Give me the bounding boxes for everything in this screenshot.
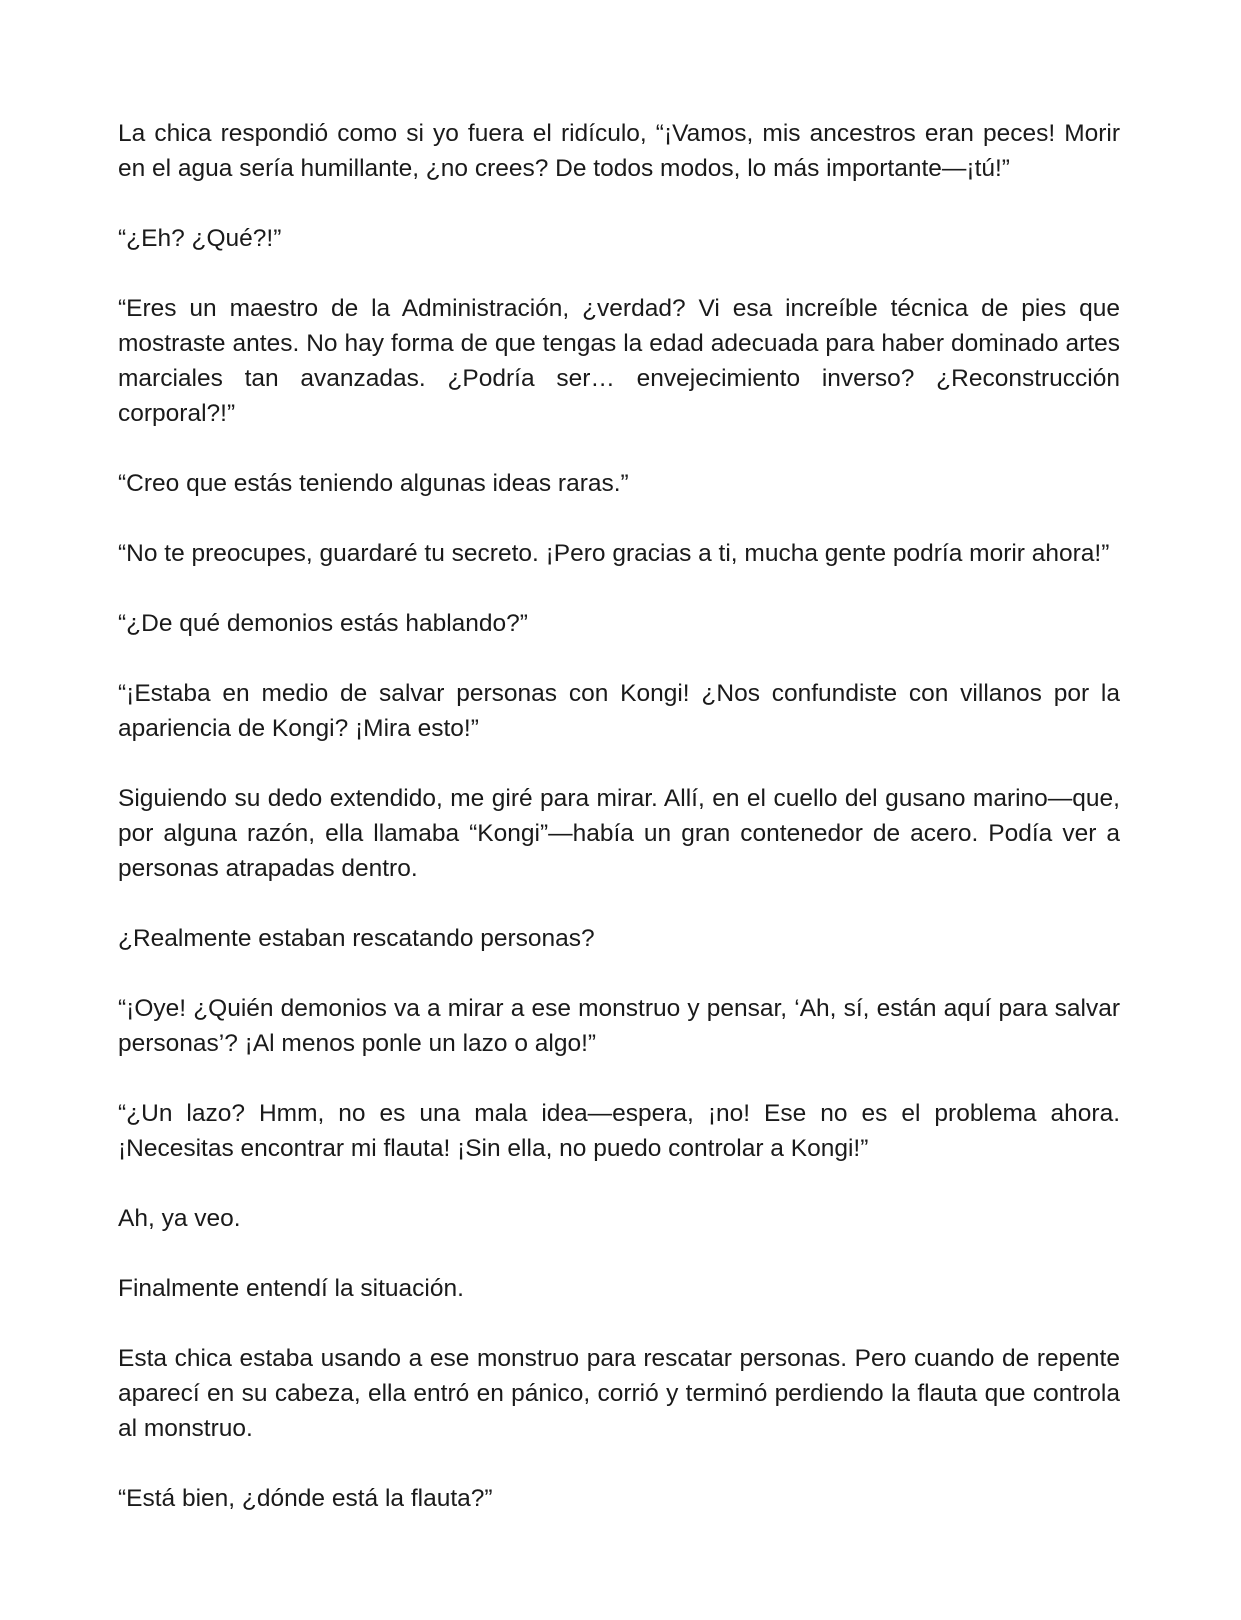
paragraph-4: “Creo que estás teniendo algunas ideas raras.”	[118, 470, 629, 497]
paragraph-9: ¿Realmente estaban rescatando personas?	[118, 925, 595, 952]
paragraph-7: “¡Estaba en medio de salvar personas con Kongi! ¿Nos confundiste con villanos por la apariencia de Kongi? ¡Mira esto!”	[118, 680, 1120, 742]
paragraph-11: “¿Un lazo? Hmm, no es una mala idea—espera, ¡no! Ese no es el problema ahora. ¡Necesitas encontrar mi flauta! ¡Sin ella, no puedo controlar a Kongi!”	[118, 1100, 1120, 1162]
paragraph-6: “¿De qué demonios estás hablando?”	[118, 610, 528, 637]
paragraph-10: “¡Oye! ¿Quién demonios va a mirar a ese monstruo y pensar, ‘Ah, sí, están aquí para salvar personas’? ¡Al menos ponle un lazo o algo!”	[118, 995, 1120, 1057]
paragraph-12: Ah, ya veo.	[118, 1205, 241, 1232]
paragraph-1: La chica respondió como si yo fuera el ridículo, “¡Vamos, mis ancestros eran peces! Morir en el agua sería humillante, ¿no crees? De todos modos, lo más importante—¡tú!”	[118, 120, 1120, 182]
paragraph-3: “Eres un maestro de la Administración, ¿verdad? Vi esa increíble técnica de pies que mostraste antes. No hay forma de que tengas la edad adecuada para haber dominado artes marciales tan avanzadas. ¿Podría ser… envejecimiento inverso? ¿Reconstrucción corporal?!”	[118, 295, 1120, 427]
paragraph-14: Esta chica estaba usando a ese monstruo para rescatar personas. Pero cuando de repente aparecí en su cabeza, ella entró en pánico, corrió y terminó perdiendo la flauta que controla al monstruo.	[118, 1345, 1120, 1442]
paragraph-2: “¿Eh? ¿Qué?!”	[118, 225, 282, 252]
paragraph-5: “No te preocupes, guardaré tu secreto. ¡Pero gracias a ti, mucha gente podría morir ahora!”	[118, 540, 1110, 567]
paragraph-15: “Está bien, ¿dónde está la flauta?”	[118, 1485, 493, 1512]
document-page	[118, 116, 1120, 1516]
paragraph-13: Finalmente entendí la situación.	[118, 1275, 464, 1302]
paragraph-8: Siguiendo su dedo extendido, me giré para mirar. Allí, en el cuello del gusano marino—que, por alguna razón, ella llamaba “Kongi”—había un gran contenedor de acero. Podía ver a personas atrapadas dentro.	[118, 785, 1120, 882]
